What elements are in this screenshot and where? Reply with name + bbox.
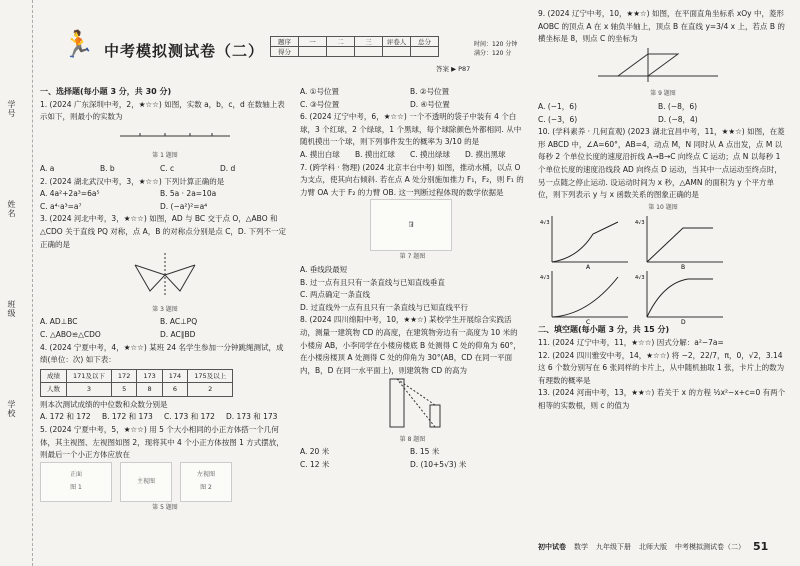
question-4: 4. (2024 宁夏中考，4，★☆☆) 某班 24 名学生参加一分钟跳绳测试，成绩(单位：次) 如下表： [40,342,284,365]
question-3: 3. (2024 河北中考，3，★☆☆) 如图，AD 与 BC 交于点 O，△ABO 和 △CDO 关于直线 PQ 对称，点 A，B 的对称点分别是点 C，D. 下列不一定正确的是 [40,214,286,249]
figure-caption: 第 3 题图 [152,305,178,313]
page-number: 51 [753,540,769,553]
svg-text:4√3: 4√3 [635,275,645,282]
q3-options: A. AD⊥BC B. AC⊥PQ C. △ABO≌△CDO D. AC∥BD [40,317,198,339]
svg-text:B: B [681,264,686,270]
figure-caption: 第 5 题图 [152,503,178,511]
q4-options: A. 172 和 172 B. 172 和 173 C. 173 和 172 D. 173 和 173 [40,412,278,422]
question-10: 10. (学科素养 · 几何直观) (2023 湖北宜昌中考，11，★★☆) 如图，在菱形 ABCD 中，∠A=60°，AB=4，动点 M，N 同时从 A 点出发，点 M 以每秒 2 个单位长度的速度沿折线 A→B→C 向终点 C 运动；点 N 以每秒 1 个单位长度的速度沿线段 AD 向终点 D 运动，当其中一点运动至终点时，另一点随之停止运动. 设运动时间为 x 秒，△AMN 的面积为 y 个平方单位，则下列表示 y 与 x 函数关系的图象正确的是 [538,127,785,200]
question-2: 2. (2024 湖北武汉中考，3，★☆☆) 下列计算正确的是 [40,176,225,186]
section-title-2: 二、填空题(每小题 3 分，共 15 分) [538,325,670,335]
question-6: 6. (2024 辽宁中考，6，★☆☆) 一个不透明的袋子中装有 4 个白球，3 个红球，2 个绿球，1 个黑球，每个球除颜色外都相同. 从中随机摸出一个球，则下列事件发生的概率为 3/10 的是 [300,112,522,147]
graph-option-a [538,214,633,269]
question-5: 5. (2024 宁夏中考，5，★☆☆) 用 5 个大小相同的小正方体搭一个几何体，其主视图、左视图如图 2，现将其中 4 个小正方体按图 1 方式摆放，则最后一个小正方体应放在 [40,425,284,460]
runner-logo-icon: 🏃 [62,30,95,60]
symmetry-figure [40,251,290,299]
figure-caption: 第 8 题图 [399,435,426,443]
question-7: 7. (跨学科 · 物理) (2024 北京丰台中考) 如图，推动水桶，以点 O 为支点，使其向右倾斜. 若在点 A 处分别施加推力 F₁，F₂，则 F₁ 的力臂 OA 大于 F₂ 的力臂 OB. 这一判断过程体现的数学依据是 [300,162,524,197]
question-11: 11. (2024 辽宁中考，11，★☆☆) 因式分解：a²−7a= [538,337,724,347]
section-title: 一、选择题(每小题 3 分，共 30 分) [40,87,172,96]
column-right [538,8,788,412]
question-13: 13. (2024 河南中考，13，★★☆) 若关于 x 的方程 ½x²−x+c=0 有两个相等的实数根，则 c 的值为 [538,388,786,410]
column-middle [300,86,525,472]
q2-options: A. 4a²+2a³=6a⁵ B. 5a · 2a=10a C. a⁴·a³=a⁷ D. (−a²)²=a⁴ [40,189,217,211]
table-cell [299,47,327,57]
q5-options: A. ①号位置 B. ②号位置 C. ③号位置 D. ④号位置 [300,87,450,109]
svg-text:4√3: 4√3 [540,220,550,227]
q6-options: A. 摸出白球 B. 摸出红球 C. 摸出绿球 D. 摸出黑球 [300,149,506,159]
figure-caption: 第 9 题图 [650,90,676,98]
q8-options: A. 20 米 B. 15 米 C. 12 米 D. (10+5√3) 米 [300,447,467,470]
page-footer: 初中试卷 数学 九年级下册 北师大版 中考模拟测试卷（二） 51 [538,540,769,553]
cube-figure: 正面 图 1 主视图 左视图 图 2 [40,462,290,502]
school-label: 学校 [7,400,16,418]
question-1: 1. (2024 广东深圳中考，2，★☆☆) 如图，实数 a，b，c，d 在数轴上表示如下，则最小的实数为 [40,99,285,122]
graph-option-c [538,269,633,324]
table-cell: 题序 [271,37,299,47]
graph-option-b [633,214,728,269]
table-cell [411,47,439,57]
table-cell: 2 [188,383,233,397]
figure-caption: 第 10 题图 [648,203,678,211]
question-4-tail: 则本次测试成绩的中位数和众数分别是 [40,399,168,409]
graph-options [538,214,788,324]
table-cell: 评卷人 [383,37,411,47]
table-cell: 8 [137,383,162,397]
number-line-figure [40,124,290,146]
svg-text:D: D [681,319,686,325]
table-cell: 二 [327,37,355,47]
table-cell: 总分 [411,37,439,47]
figure-caption: 第 7 题图 [399,253,426,261]
student-id-label: 学号 [7,100,16,118]
svg-text:4√3: 4√3 [540,275,550,282]
table-cell: 得分 [271,47,299,57]
table-cell: 成绩 [41,369,67,383]
name-label: 姓名 [7,200,16,218]
answer-reference: 答案 ▶ P87 [436,65,471,73]
q1-options: A. a B. b C. c D. d [40,163,236,173]
table-cell: 175及以上 [188,369,233,383]
table-cell: 173 [137,369,162,383]
building-figure [300,377,525,429]
column-left [40,86,290,514]
q9-options: A. (−1，6) B. (−8，6) C. (−3，6) D. (−8，4) [538,101,698,124]
q7-option-d: D. 过直线外一点有且只有一条直线与已知直线平行 [300,302,469,312]
table-cell: 174 [162,369,187,383]
figure-caption: 第 1 题图 [152,152,178,160]
q7-option-a: A. 垂线段最短 [300,264,348,274]
table-cell: 172 [111,369,136,383]
question-12: 12. (2024 四川雅安中考，14，★☆☆) 将 −2，22/7，π，0，√2，3.14 这 6 个数分别写在 6 张同样的卡片上，从中随机抽取 1 张，卡片上的数为有理数的概率是 [538,350,785,385]
question-8: 8. (2024 四川绵阳中考，10，★★☆) 某校学生开展综合实践活动，测量一建筑物 CD 的高度，在建筑物旁边有一高度为 10 米的小楼房 AB，小李同学在小楼房楼底 B 处测得 C 处的仰角为 60°，在小楼房楼顶 A 处测得 C 处的仰角为 30°(AB，CD 在同一平面内，B，D 在同一水平面上)，则建筑物 CD 的高为 [300,315,521,375]
class-label: 班级 [7,300,16,318]
table-cell: 3 [67,383,112,397]
question-9: 9. (2024 辽宁中考，10，★★☆) 如图，在平面直角坐标系 xOy 中，菱形 AOBC 的顶点 A 在 x 轴负半轴上，顶点 B 在直线 y=3/4 x 上，若点 B 的横坐标是 8，则点 C 的坐标为 [538,9,785,44]
time-info: 时间：120 分钟 满分：120 分 [474,41,518,57]
binding-margin [0,0,33,566]
table-cell: 一 [299,37,327,47]
svg-text:4√3: 4√3 [635,220,645,227]
table-cell: 171及以下 [67,369,112,383]
table-cell: 人数 [41,383,67,397]
rhombus-coordinate-figure [538,46,788,84]
table-cell [327,47,355,57]
q7-option-c: C. 两点确定一条直线 [300,290,371,300]
svg-text:C: C [586,319,591,325]
table-cell [383,47,411,57]
q7-option-b: B. 过一点有且只有一条直线与已知直线垂直 [300,277,445,287]
page-title: 中考模拟测试卷（二） [104,42,265,60]
table-cell: 三 [355,37,383,47]
jump-rope-table [40,369,233,397]
graph-option-d [633,269,728,324]
bucket-figure: 🛢 [370,199,452,251]
score-table [270,36,439,57]
table-cell [355,47,383,57]
table-cell: 5 [111,383,136,397]
svg-text:A: A [586,264,591,270]
table-cell: 6 [162,383,187,397]
